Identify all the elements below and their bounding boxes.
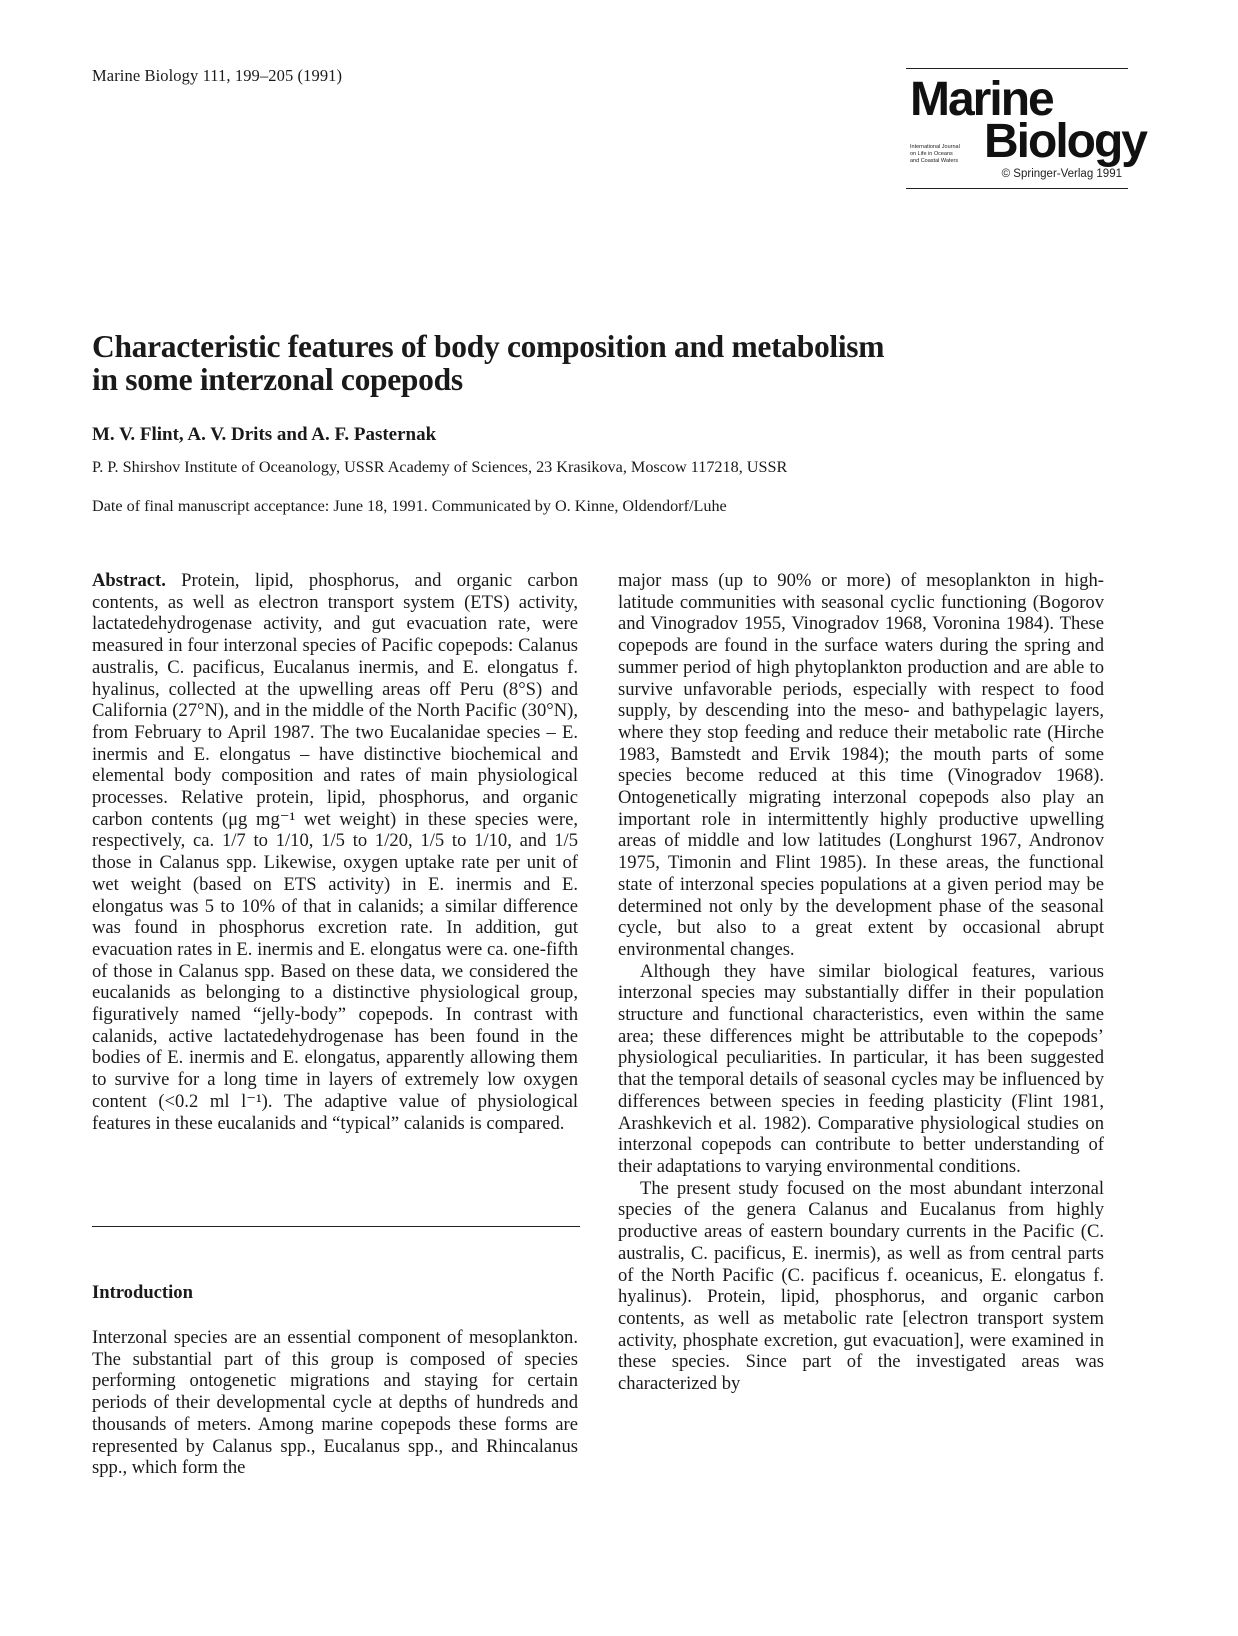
abstract-paragraph <box>92 570 578 1134</box>
article-title <box>92 330 1052 396</box>
logo-copyright: © Springer-Verlag 1991 <box>1001 168 1122 180</box>
title-line-2: in some interzonal copepods <box>92 362 463 397</box>
logo-tagline-line: and Coastal Waters <box>910 158 959 164</box>
logo-word-marine: Marine <box>910 73 1053 126</box>
manuscript-dates: Date of final manuscript acceptance: June 18, 1991. Communicated by O. Kinne, Oldendorf/Luhe <box>92 497 727 515</box>
introduction-heading: Introduction <box>92 1282 193 1303</box>
title-line-1: Characteristic features of body composition and metabolism <box>92 329 885 364</box>
introduction-paragraph-2: Although they have similar biological features, various interzonal species may substantially differ in their population structure and functional characteristics, even within the same area; these differences might be attributable to the copepods’ physiological peculiarities. In particular, it has been suggested that the temporal details of seasonal cycles may be influenced by differences between species in feeding plasticity (Flint 1981, Arashkevich et al. 1982). Comparative physiological studies on interzonal copepods can contribute to better understanding of their adaptations to varying environmental conditions. <box>618 960 1104 1177</box>
journal-citation: Marine Biology 111, 199–205 (1991) <box>92 66 343 85</box>
logo-tagline-line: on Life in Oceans <box>910 151 953 157</box>
introduction-paragraph-3: The present study focused on the most abundant interzonal species of the genera Calanus and Eucalanus from highly productive areas of eastern boundary currents in the Pacific (C. australis, C. pacificus, E. inermis), as well as from central parts of the North Pacific (C. pacificus f. oceanicus, E. elongatus f. hyalinus). Protein, lipid, phosphorus, and organic carbon contents, as well as metabolic rate [electron transport system activity, phosphate excretion, gut evacuation], were examined in these species. Since part of the investigated areas was characterized by <box>618 1177 1104 1395</box>
logo-tagline <box>910 144 982 165</box>
abstract-column <box>92 570 578 1134</box>
introduction-paragraph-1-continued: major mass (up to 90% or more) of mesoplankton in high-latitude communities with seasonal cyclic functioning (Bogorov and Vinogradov 1955, Vinogradov 1968, Voronina 1984). These copepods are found in the surface waters during the spring and summer period of high phytoplankton production and are able to survive unfavorable periods, especially with respect to food supply, by descending into the meso- and bathypelagic layers, where they stop feeding and reduce their metabolic rate (Hirche 1983, Bamstedt and Ervik 1984); the mouth parts of some species become reduced at this time (Vinogradov 1968). Ontogenetically migrating interzonal copepods also play an important role in intermittently highly productive upwelling areas of middle and low latitudes (Longhurst 1967, Andronov 1975, Timonin and Flint 1985). In these areas, the functional state of interzonal species populations at a given period may be determined not only by the development phase of the seasonal cycle, but also to a great extent by occasional abrupt environmental changes. <box>618 570 1104 960</box>
abstract-label: Abstract. <box>92 570 166 591</box>
introduction-column-right <box>618 570 1104 1395</box>
logo-rule-top <box>906 68 1128 69</box>
logo-word-biology: Biology <box>984 115 1146 168</box>
logo-tagline-line: International Journal <box>910 144 960 150</box>
introduction-paragraph-1: Interzonal species are an essential component of mesoplankton. The substantial part of this group is composed of species performing ontogenetic migrations and staying for certain periods of their developmental cycle at depths of hundreds and thousands of meters. Among marine copepods these forms are represented by Calanus spp., Eucalanus spp., and Rhincalanus spp., which form the <box>92 1327 578 1479</box>
abstract-text: Protein, lipid, phosphorus, and organic carbon contents, as well as electron transport system (ETS) activity, lactatedehydrogenase activity, and gut evacuation rate, were measured in four interzonal species of Pacific copepods: Calanus australis, C. pacificus, Eucalanus inermis, and E. elongatus f. hyalinus, collected at the upwelling areas off Peru (8°S) and California (27°N), and in the middle of the North Pacific (30°N), from February to April 1987. The two Eucalanidae species – E. inermis and E. elongatus – have distinctive biochemical and elemental body composition and rates of main physiological processes. Relative protein, lipid, phosphorus, and organic carbon contents (μg mg⁻¹ wet weight) in these species were, respectively, ca. 1/7 to 1/10, 1/5 to 1/20, 1/5 to 1/10, and 1/5 those in Calanus spp. Likewise, oxygen uptake rate per unit of wet weight (based on ETS activity) in E. inermis and E. elongatus was 5 to 10% of that in calanids; a similar difference was found in phosphorus excretion rate. In addition, gut evacuation rates in E. inermis and E. elongatus were ca. one-fifth of those in Calanus spp. Based on these data, we considered the eucalanids as belonging to a distinctive physiological group, figuratively named “jelly-body” copepods. In contrast with calanids, active lactatedehydrogenase has been found in the bodies of E. inermis and E. elongatus, apparently allowing them to survive for a long time in layers of extremely low oxygen content (<0.2 ml l⁻¹). The adaptive value of physiological features in these eucalanids and “typical” calanids is compared. <box>92 570 578 1134</box>
logo-rule-bottom <box>906 188 1128 189</box>
introduction-column-left <box>92 1327 578 1479</box>
affiliation: P. P. Shirshov Institute of Oceanology, USSR Academy of Sciences, 23 Krasikova, Moscow 117218, USSR <box>92 458 788 476</box>
abstract-divider <box>92 1226 580 1227</box>
journal-logo <box>906 68 1146 192</box>
authors: M. V. Flint, A. V. Drits and A. F. Pasternak <box>92 424 437 445</box>
